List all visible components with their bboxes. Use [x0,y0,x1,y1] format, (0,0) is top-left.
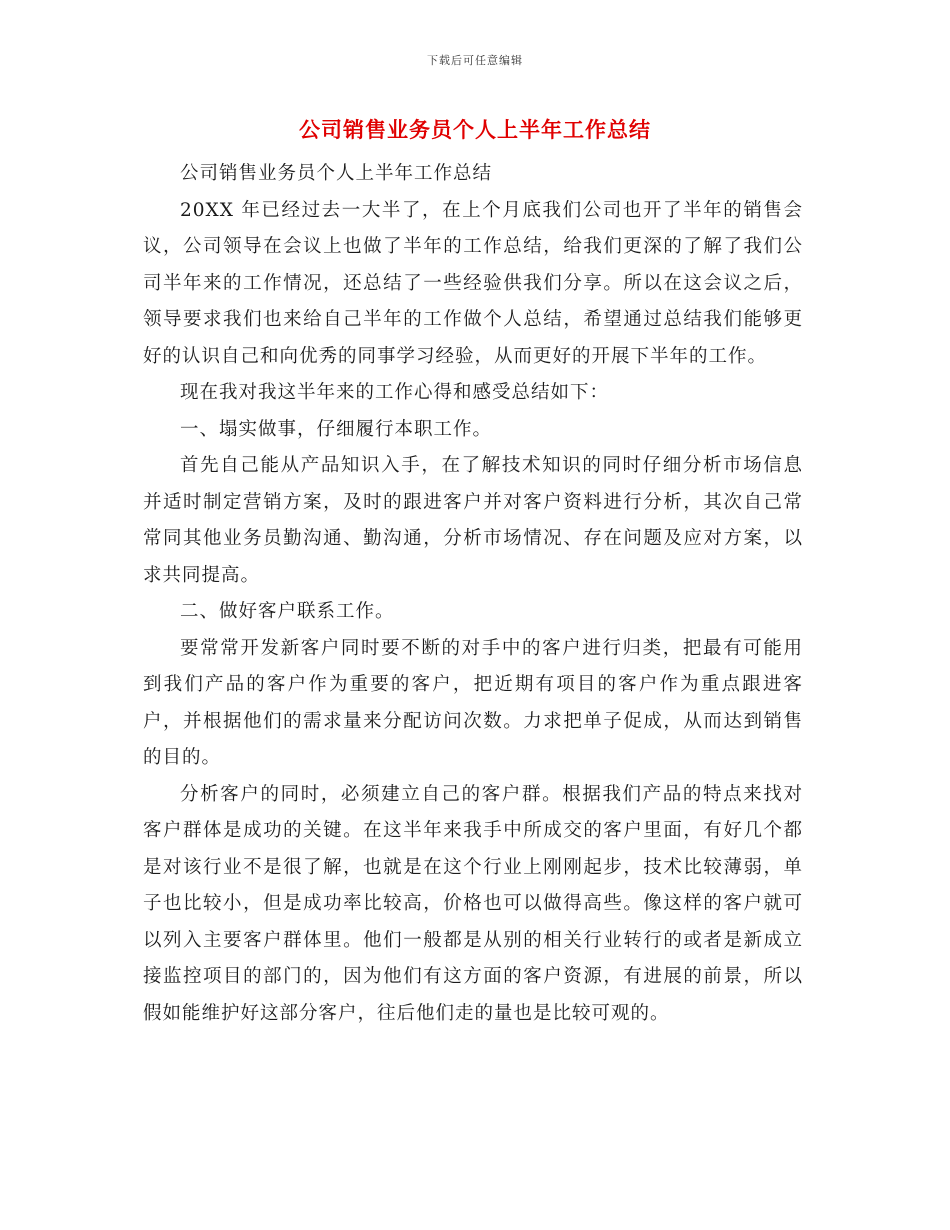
header-note: 下载后可任意编辑 [427,54,523,67]
document-body [143,156,803,1032]
document-title: 公司销售业务员个人上半年工作总结 [299,117,651,142]
paragraph-section-1: 首先自己能从产品知识入手，在了解技术知识的同时仔细分析市场信息并适时制定营销方案，及时的跟进客户并对客户资料进行分析，其次自己常常同其他业务员勤沟通、勤沟通，分析市场情况、存在问题及应对方案，以求共同提高。 [143,455,803,586]
paragraph-summary-lead: 现在我对我这半年来的工作心得和感受总结如下： [180,382,610,403]
paragraph-section-2a: 要常常开发新客户同时要不断的对手中的客户进行归类，把最有可能用到我们产品的客户作为重要的客户，把近期有项目的客户作为重点跟进客户，并根据他们的需求量来分配访问次数。力求把单子促成，从而达到销售的目的。 [143,637,803,768]
paragraph-intro: 20XX 年已经过去一大半了，在上个月底我们公司也开了半年的销售会议，公司领导在会议上也做了半年的工作总结，给我们更深的了解了我们公司半年来的工作情况，还总结了一些经验供我们分享。所以在这会议之后，领导要求我们也来给自己半年的工作做个人总结，希望通过总结我们能够更好的认识自己和向优秀的同事学习经验，从而更好的开展下半年的工作。 [143,199,803,367]
section-heading-1: 一、塌实做事，仔细履行本职工作。 [180,418,493,440]
paragraph-section-2b: 分析客户的同时，必须建立自己的客户群。根据我们产品的特点来找对客户群体是成功的关键。在这半年来我手中所成交的客户里面，有好几个都是对该行业不是很了解，也就是在这个行业上刚刚起步，技术比较薄弱，单子也比较小，但是成功率比较高，价格也可以做得高些。像这样的客户就可以列入主要客户群体里。他们一般都是从别的相关行业转行的或者是新成立接监控项目的部门的，因为他们有这方面的客户资源，有进展的前景，所以假如能维护好这部分客户，往后他们走的量也是比较可观的。 [143,783,803,1024]
section-heading-2: 二、做好客户联系工作。 [180,601,395,622]
paragraph-subtitle: 公司销售业务员个人上半年工作总结 [180,163,493,184]
